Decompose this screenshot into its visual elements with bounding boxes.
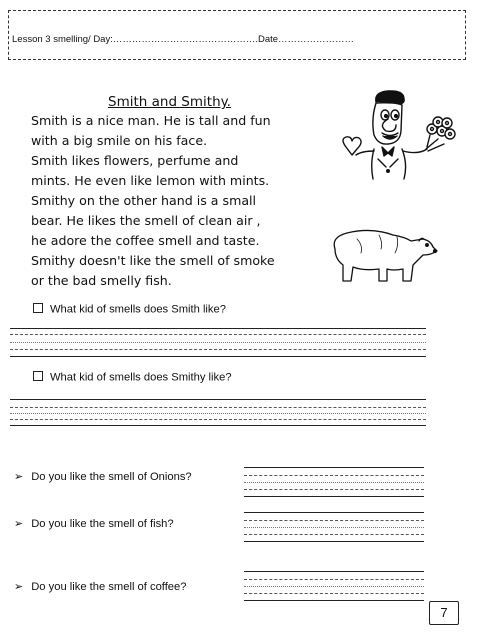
page-number: 7 (429, 601, 459, 625)
answer-line (244, 475, 424, 476)
man-illustration (326, 89, 466, 181)
answer-line (244, 586, 424, 587)
answer-line (244, 496, 424, 497)
answer-line (10, 407, 426, 408)
answer-line (244, 579, 424, 580)
answer-line (244, 534, 424, 535)
answer-line (244, 541, 424, 542)
story-line: Smithy doesn't like the smell of smoke (31, 253, 275, 268)
answer-line[interactable] (244, 571, 424, 572)
answer-line (10, 425, 426, 426)
story-line: mints. He even like lemon with mints. (31, 173, 270, 188)
question-4 (14, 517, 174, 530)
question-5-text: Do you like the smell of coffee? (31, 581, 187, 593)
answer-line[interactable] (244, 512, 424, 513)
story-line: or the bad smelly fish. (31, 273, 172, 288)
square-bullet-icon (33, 303, 43, 313)
answer-line (244, 489, 424, 490)
question-3-text: Do you like the smell of Onions? (31, 471, 192, 483)
question-2-text: What kid of smells does Smithy like? (50, 371, 232, 384)
answer-line (10, 419, 426, 420)
square-bullet-icon (33, 371, 43, 381)
answer-line (10, 334, 426, 335)
story-text (31, 111, 331, 291)
answer-line (10, 342, 426, 343)
question-5 (14, 580, 186, 593)
question-1 (33, 303, 226, 316)
question-3 (14, 470, 192, 483)
answer-line[interactable] (10, 399, 426, 400)
answer-line[interactable] (10, 328, 426, 329)
answer-line (10, 349, 426, 350)
answer-line (244, 482, 424, 483)
answer-line (244, 520, 424, 521)
arrow-bullet-icon: ➢ (14, 471, 24, 483)
answer-line (244, 527, 424, 528)
story-title: Smith and Smithy. (108, 94, 231, 110)
question-2 (33, 371, 232, 384)
header-text: Lesson 3 smelling/ Day:……………………………………….Date…………………… (12, 34, 355, 45)
bear-illustration (327, 225, 439, 287)
arrow-bullet-icon: ➢ (14, 581, 24, 593)
answer-line[interactable] (244, 467, 424, 468)
story-line: Smith likes flowers, perfume and (31, 153, 239, 168)
answer-line (244, 593, 424, 594)
answer-line (244, 600, 424, 601)
arrow-bullet-icon: ➢ (14, 518, 24, 530)
answer-line (10, 356, 426, 357)
answer-line (10, 413, 426, 414)
story-line: Smithy on the other hand is a small (31, 193, 257, 208)
question-4-text: Do you like the smell of fish? (31, 518, 174, 530)
story-line: with a big smile on his face. (31, 133, 208, 148)
story-line: he adore the coffee smell and taste. (31, 233, 260, 248)
story-line: Smith is a nice man. He is tall and fun (31, 113, 271, 128)
story-line: bear. He likes the smell of clean air , (31, 213, 261, 228)
question-1-text: What kid of smells does Smith like? (50, 303, 226, 316)
